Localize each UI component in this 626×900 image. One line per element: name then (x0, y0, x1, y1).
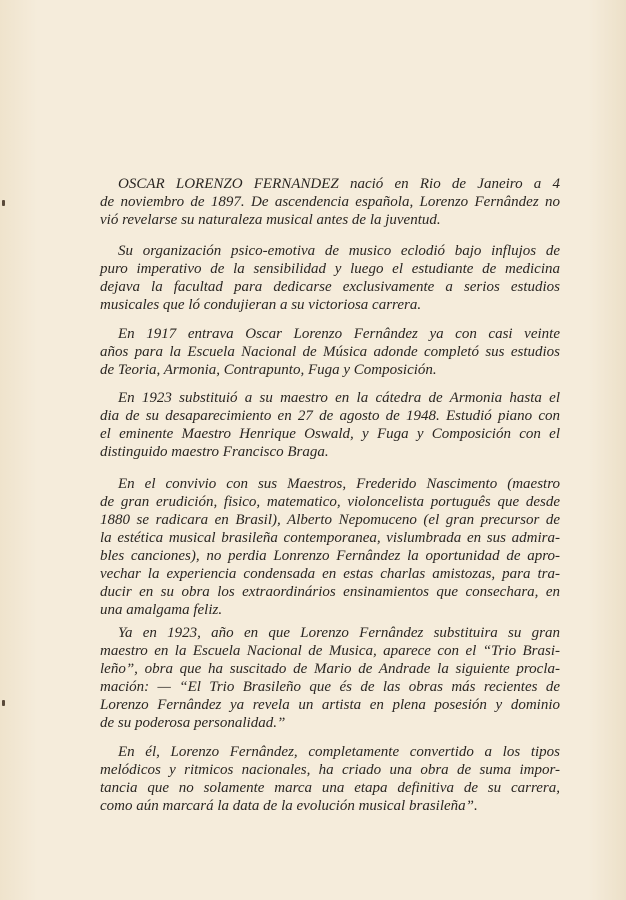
text-line: ducir en su obra los extraordinários ensinamientos que consechara, en (100, 584, 560, 600)
binding-mark (2, 700, 5, 706)
text-line: Lorenzo Fernândez ya revela un artista en plena posesión y dominio (100, 697, 560, 713)
text-line: años para la Escuela Nacional de Música adonde completó sus estudios (100, 344, 560, 360)
text-line: tancia que no solamente marca una etapa definitiva de su carrera, (100, 780, 560, 796)
text-line: como aún marcará la data de la evolución musical brasileña”. (100, 798, 478, 814)
text-line: de Teoria, Armonia, Contrapunto, Fuga y Composición. (100, 362, 437, 378)
text-line: vechar la experiencia condensada en estas charlas amistozas, para tra- (100, 566, 560, 582)
text-line: de gran erudición, fisico, matematico, violoncelista português que desde (100, 494, 560, 510)
text-line: bles canciones), no perdia Lonrenzo Fernândez la oportunidad de apro- (100, 548, 560, 564)
text-line: el eminente Maestro Henrique Oswald, y Fuga y Composición con el (100, 426, 560, 442)
text-line: En 1923 substituió a su maestro en la cátedra de Armonia hasta el (118, 390, 560, 406)
text-line: de su poderosa personalidad.” (100, 715, 286, 731)
text-line: En 1917 entrava Oscar Lorenzo Fernândez ya con casi veinte (118, 326, 560, 342)
text-line: de noviembro de 1897. De ascendencia española, Lorenzo Fernândez no (100, 194, 560, 210)
paragraph (100, 624, 560, 732)
text-line: la estética musical brasileña contemporanea, vislumbrada en sus admira- (100, 530, 560, 546)
text-line: OSCAR LORENZO FERNANDEZ nació en Rio de Janeiro a 4 (118, 176, 560, 192)
text-line: Ya en 1923, año en que Lorenzo Fernândez substituira su gran (118, 625, 560, 641)
paragraph (100, 475, 560, 619)
paragraph (100, 242, 560, 314)
text-line: dia de su desaparecimiento en 27 de agosto de 1948. Estudió piano con (100, 408, 560, 424)
text-line: melódicos y ritmicos nacionales, ha criado una obra de suma impor- (100, 762, 560, 778)
paragraph (100, 743, 560, 815)
text-line: En él, Lorenzo Fernândez, completamente convertido a los tipos (118, 744, 560, 760)
text-line: En el convivio con sus Maestros, Frederido Nascimento (maestro (118, 476, 560, 492)
binding-mark (2, 200, 5, 206)
text-line: maestro en la Escuela Nacional de Musica, aparece con el “Trio Brasi- (100, 643, 560, 659)
text-line: dejava la facultad para dedicarse exclusivamente a serios estudios (100, 279, 560, 295)
text-line: musicales que ló condujieran a su victoriosa carrera. (100, 297, 422, 313)
text-line: una amalgama feliz. (100, 602, 223, 618)
paragraph (100, 325, 560, 379)
text-line: leño”, obra que ha suscitado de Mario de Andrade la siguiente procla- (100, 661, 560, 677)
text-line: mación: — “El Trio Brasileño que és de las obras más recientes de (100, 679, 560, 695)
text-line: Su organización psico-emotiva de musico eclodió bajo influjos de (118, 243, 560, 259)
text-line: vió revelarse su naturaleza musical antes de la juventud. (100, 212, 441, 228)
text-line: distinguido maestro Francisco Braga. (100, 444, 329, 460)
text-line: 1880 se radicara en Brasil), Alberto Nepomuceno (el gran precursor de (100, 512, 560, 528)
paragraph (100, 175, 560, 229)
text-line: puro imperativo de la sensibilidad y luego el estudiante de medicina (100, 261, 560, 277)
paragraph (100, 389, 560, 461)
